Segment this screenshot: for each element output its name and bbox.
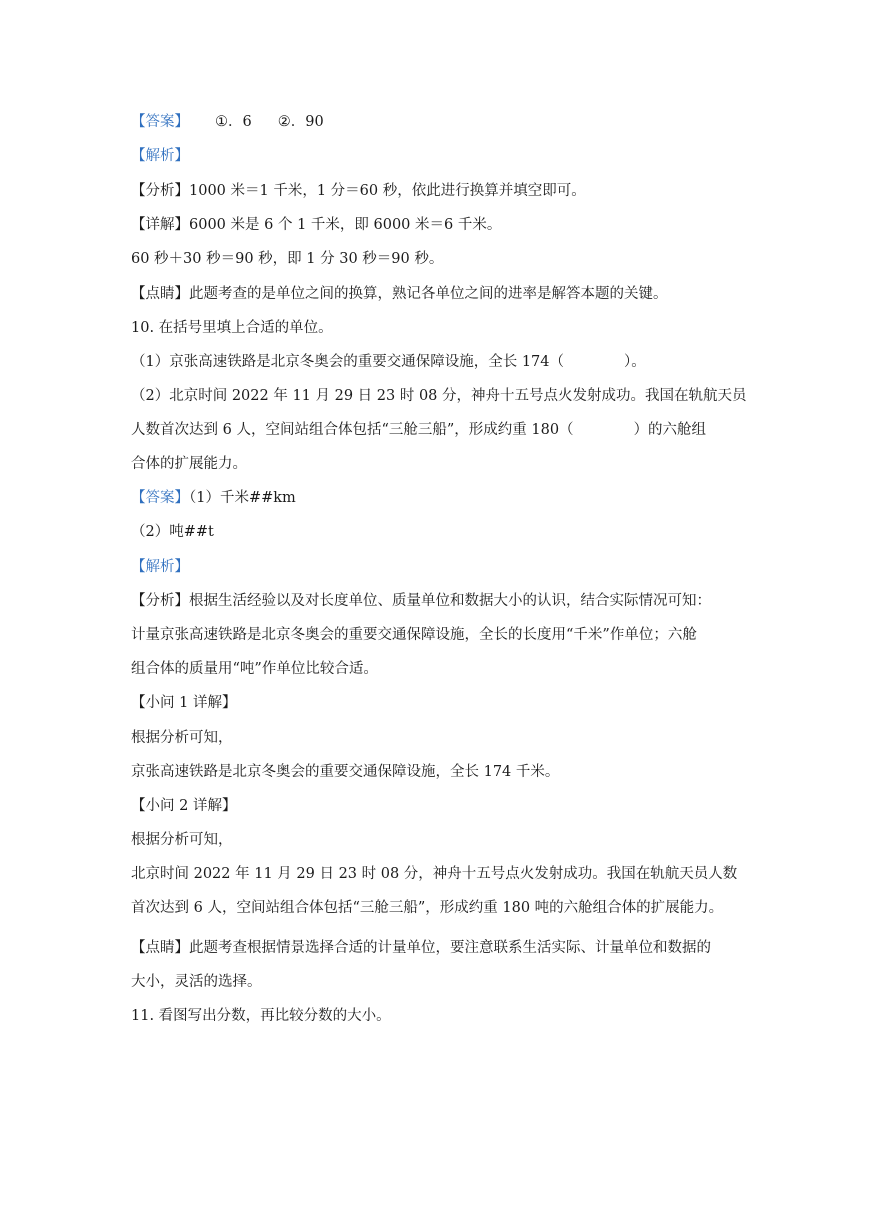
sub-q2-line-2: 北京时间 2022 年 11 月 29 日 23 时 08 分，神舟十五号点火发射成功。我国在轨航天员人数 bbox=[131, 866, 738, 882]
q10-sub-q2-tag bbox=[131, 796, 236, 816]
xiangjie-line-2: 60 秒＋30 秒＝90 秒，即 1 分 30 秒＝90 秒。 bbox=[131, 251, 444, 267]
q10-answer-line bbox=[131, 488, 296, 508]
dianjing-line-2: 大小，灵活的选择。 bbox=[131, 974, 262, 990]
q9-dianjing-line bbox=[131, 284, 668, 304]
dianjing-line-1: 此题考查根据情景选择合适的计量单位，要注意联系生活实际、计量单位和数据的 bbox=[189, 940, 711, 956]
q10-sub-q2-line3 bbox=[131, 898, 723, 918]
fenxi-line-2: 计量京张高速铁路是北京冬奥会的重要交通保障设施，全长的长度用“千米”作单位；六舱 bbox=[131, 627, 697, 643]
fenxi-text: 1000 米＝1 千米，1 分＝60 秒，依此进行换算并填空即可。 bbox=[189, 183, 586, 199]
q10-answer-line-2 bbox=[131, 522, 214, 542]
q9-analysis-line bbox=[131, 146, 189, 166]
q9-xiangjie-line bbox=[131, 215, 501, 235]
q10-sub-q2-line2 bbox=[131, 864, 737, 884]
xiangjie-tag: 【详解】 bbox=[131, 217, 189, 233]
q10-dianjing-line1 bbox=[131, 938, 711, 958]
sub1-text-a: （1）京张高速铁路是北京冬奥会的重要交通保障设施，全长 174（ bbox=[131, 354, 565, 370]
q10-analysis-line bbox=[131, 557, 189, 577]
dianjing-tag: 【点睛】 bbox=[131, 286, 189, 302]
answer-1: ①．6 bbox=[215, 114, 252, 130]
q9-fenxi-line bbox=[131, 181, 586, 201]
xiangjie-text: 6000 米是 6 个 1 千米，即 6000 米＝6 千米。 bbox=[189, 217, 502, 233]
answer-2: ②．90 bbox=[277, 114, 324, 130]
sub-q1-line-1: 根据分析可知， bbox=[131, 730, 233, 746]
q10-sub-q1-line2 bbox=[131, 762, 559, 782]
sub2-line-2a: 人数首次达到 6 人，空间站组合体包括“三舱三船”，形成约重 180（ bbox=[131, 422, 574, 438]
q10-sub2-line1 bbox=[131, 386, 747, 406]
q10-fenxi-line3 bbox=[131, 659, 378, 679]
q10-sub-q1-line1 bbox=[131, 728, 233, 748]
q10-fenxi-line2 bbox=[131, 625, 697, 645]
q10-dianjing-line2 bbox=[131, 972, 262, 992]
question-title: 10. 在括号里填上合适的单位。 bbox=[131, 320, 333, 336]
sub-q2-line-1: 根据分析可知， bbox=[131, 832, 233, 848]
sub-q1-heading: 【小问 1 详解】 bbox=[131, 695, 237, 711]
answer-tag: 【答案】 bbox=[131, 114, 189, 130]
question-title: 11. 看图写出分数，再比较分数的大小。 bbox=[131, 1008, 391, 1024]
answer-1: （1）千米##km bbox=[189, 490, 296, 506]
sub2-line-2b: ）的六舱组 bbox=[633, 422, 707, 438]
q10-sub2-line2 bbox=[131, 420, 706, 440]
q11-title bbox=[131, 1006, 391, 1026]
sub-q1-line-2: 京张高速铁路是北京冬奥会的重要交通保障设施，全长 174 千米。 bbox=[131, 764, 560, 780]
dianjing-text: 此题考查的是单位之间的换算，熟记各单位之间的进率是解答本题的关键。 bbox=[189, 286, 668, 302]
analysis-tag: 【解析】 bbox=[131, 559, 189, 575]
sub-q2-line-3: 首次达到 6 人，空间站组合体包括“三舱三船”，形成约重 180 吨的六舱组合体的扩展能力。 bbox=[131, 900, 724, 916]
q10-sub-q2-line1 bbox=[131, 830, 233, 850]
sub2-line-1: （2）北京时间 2022 年 11 月 29 日 23 时 08 分，神舟十五号点火发射成功。我国在轨航天员 bbox=[131, 388, 747, 404]
fenxi-line-1: 根据生活经验以及对长度单位、质量单位和数据大小的认识，结合实际情况可知： bbox=[189, 593, 711, 609]
q10-sub1 bbox=[131, 352, 646, 372]
fenxi-tag: 【分析】 bbox=[131, 183, 189, 199]
q10-fenxi-line1 bbox=[131, 591, 711, 611]
q10-sub2-line3 bbox=[131, 454, 247, 474]
fenxi-tag: 【分析】 bbox=[131, 593, 189, 609]
answer-tag: 【答案】 bbox=[131, 490, 189, 506]
sub2-line-3: 合体的扩展能力。 bbox=[131, 456, 247, 472]
sub-q2-heading: 【小问 2 详解】 bbox=[131, 798, 237, 814]
q10-title bbox=[131, 318, 333, 338]
q9-answer-line bbox=[131, 112, 324, 132]
fenxi-line-3: 组合体的质量用“吨”作单位比较合适。 bbox=[131, 661, 378, 677]
analysis-tag: 【解析】 bbox=[131, 148, 189, 164]
sub1-text-b: ）。 bbox=[624, 354, 646, 370]
q10-sub-q1-tag bbox=[131, 693, 236, 713]
dianjing-tag: 【点睛】 bbox=[131, 940, 189, 956]
answer-2: （2）吨##t bbox=[131, 524, 214, 540]
q9-xiangjie-line-2 bbox=[131, 249, 443, 269]
